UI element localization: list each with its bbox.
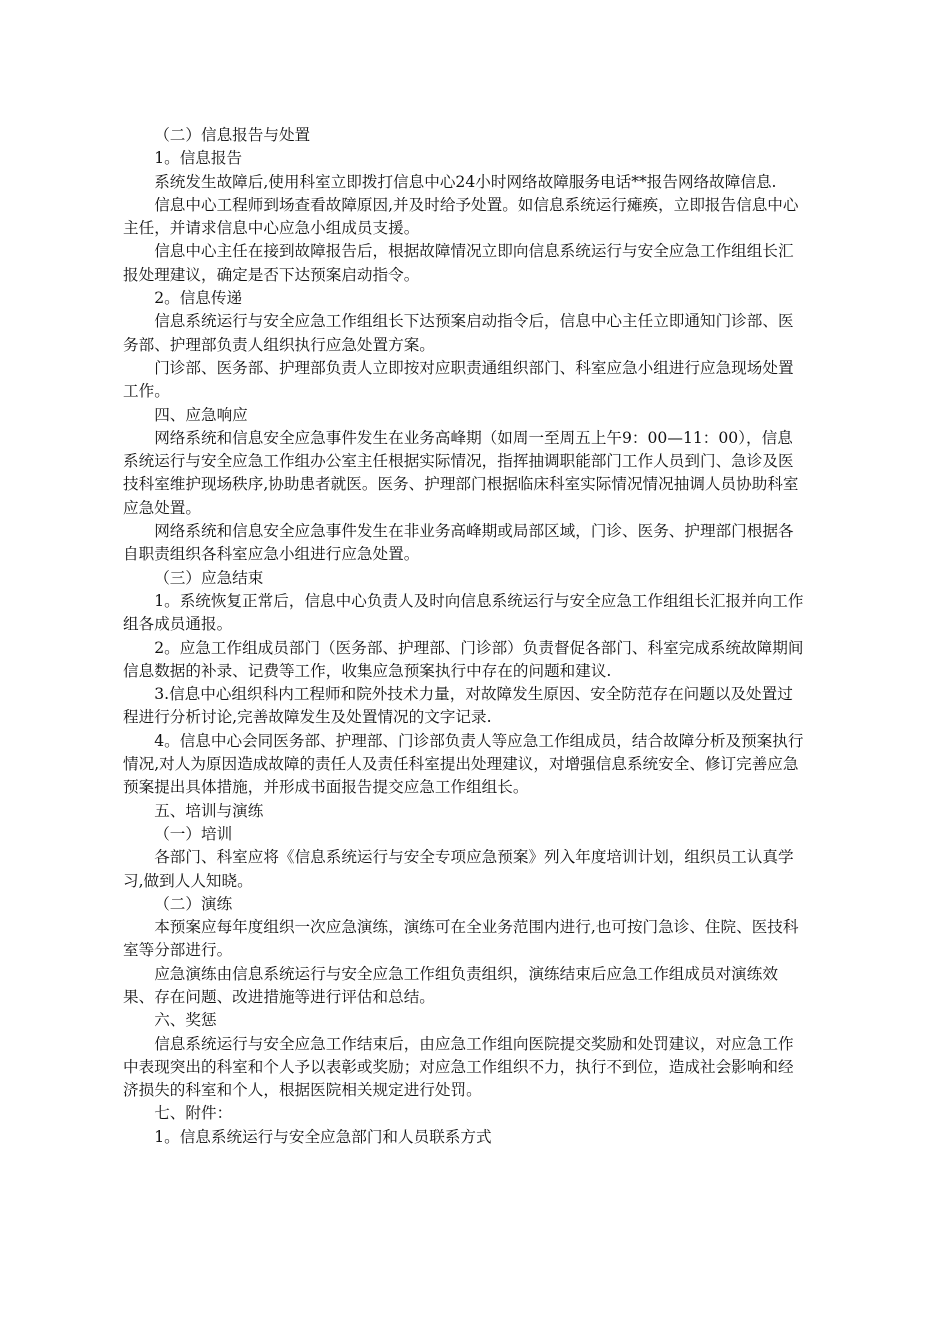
- subheading-drill: （二）演练: [154, 894, 233, 913]
- paragraph: 信息系统运行与安全应急工作组组长下达预案启动指令后，信息中心主任立即通知门诊部、医务部、护理部负责人组织执行应急处置方案。: [123, 312, 794, 354]
- paragraph: 信息中心工程师到场查看故障原因,并及时给予处置。如信息系统运行瘫痪，立即报告信息中心主任，并请求信息中心应急小组成员支援。: [123, 195, 799, 238]
- paragraph: 1。系统恢复正常后，信息中心负责人及时向信息系统运行与安全应急工作组组长汇报并向工作组各成员通报。: [123, 591, 804, 634]
- paragraph: 信息系统运行与安全应急工作结束后，由应急工作组向医院提交奖励和处罚建议，对应急工作中表现突出的科室和个人予以表彰或奖励；对应急工作组织不力，执行不到位，造成社会影响和经济损失的科室和个人，根据医院相关规定进行处罚。: [123, 1034, 794, 1100]
- paragraph: 各部门、科室应将《信息系统运行与安全专项应急预案》列入年度培训计划，组织员工认真学习,做到人人知晓。: [123, 848, 794, 890]
- subheading-info-transfer: 2。信息传递: [154, 289, 243, 308]
- paragraph: 应急演练由信息系统运行与安全应急工作组负责组织，演练结束后应急工作组成员对演练效果、存在问题、改进措施等进行评估和总结。: [123, 964, 778, 1006]
- subheading-training: （一）培训: [154, 824, 233, 843]
- paragraph: 本预案应每年度组织一次应急演练，演练可在全业务范围内进行,也可按门急诊、住院、医技科室等分部进行。: [123, 918, 799, 960]
- section-heading-rewards: 六、奖惩: [154, 1011, 217, 1030]
- subheading-info-report: 1。信息报告: [154, 149, 243, 168]
- section-heading-training: 五、培训与演练: [154, 801, 264, 820]
- document-body: [123, 124, 807, 1149]
- paragraph: 2。应急工作组成员部门（医务部、护理部、门诊部）负责督促各部门、科室完成系统故障期间信息数据的补录、记费等工作，收集应急预案执行中存在的问题和建议.: [123, 638, 804, 680]
- paragraph: 网络系统和信息安全应急事件发生在非业务高峰期或局部区域，门诊、医务、护理部门根据各自职责组织各科室应急小组进行应急处置。: [123, 522, 794, 564]
- attachment-item: 1。信息系统运行与安全应急部门和人员联系方式: [154, 1127, 492, 1146]
- paragraph: 系统发生故障后,使用科室立即拨打信息中心24小时网络故障服务电话**报告网络故障信息.: [154, 172, 777, 191]
- paragraph: 网络系统和信息安全应急事件发生在业务高峰期（如周一至周五上午9：00—11：00），信息系统运行与安全应急工作组办公室主任根据实际情况，指挥抽调职能部门工作人员到门、急诊及医技科室维护现场秩序,协助患者就医。医务、护理部门根据临床科室实际情况情况抽调人员协助科室应急处置。: [123, 428, 799, 517]
- section-heading-emergency-response: 四、应急响应: [154, 405, 248, 424]
- section-heading-attachments: 七、附件：: [154, 1104, 233, 1123]
- section-heading-emergency-end: （三）应急结束: [154, 568, 264, 587]
- paragraph: 4。信息中心会同医务部、护理部、门诊部负责人等应急工作组成员，结合故障分析及预案执行情况,对人为原因造成故障的责任人及责任科室提出处理建议，对增强信息系统安全、修订完善应急预案提出具体措施，并形成书面报告提交应急工作组组长。: [123, 731, 804, 797]
- paragraph: 3.信息中心组织科内工程师和院外技术力量，对故障发生原因、安全防范存在问题以及处置过程进行分析讨论,完善故障发生及处置情况的文字记录.: [123, 685, 793, 727]
- paragraph: 门诊部、医务部、护理部负责人立即按对应职责通组织部门、科室应急小组进行应急现场处置工作。: [123, 358, 794, 401]
- paragraph: 信息中心主任在接到故障报告后，根据故障情况立即向信息系统运行与安全应急工作组组长汇报处理建议，确定是否下达预案启动指令。: [123, 242, 794, 284]
- section-heading-info-report: （二）信息报告与处置: [154, 126, 311, 144]
